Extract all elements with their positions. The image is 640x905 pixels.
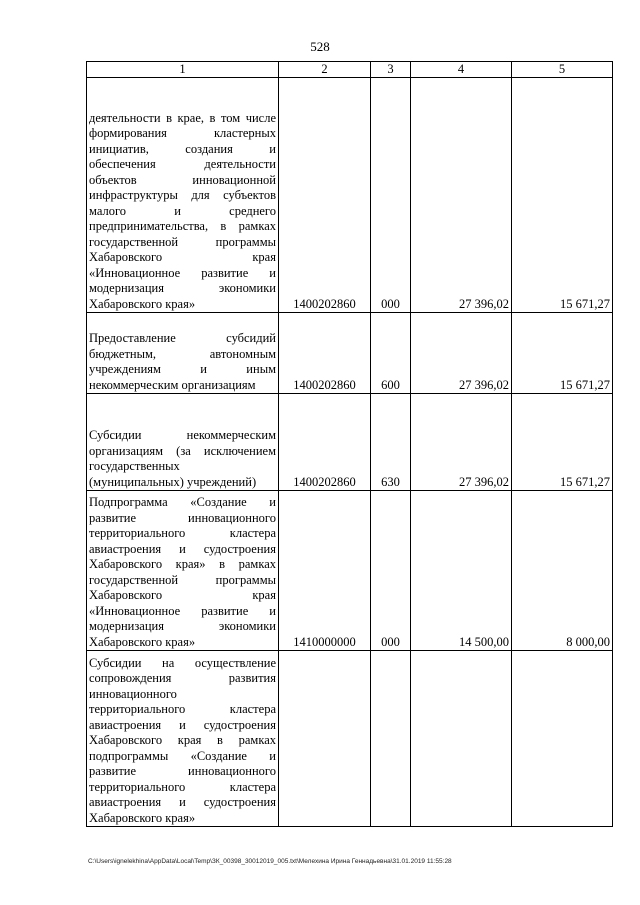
header-col-4: 4 xyxy=(411,62,512,78)
header-col-3: 3 xyxy=(371,62,411,78)
row-code: 1400202860 xyxy=(279,313,371,394)
row-code xyxy=(279,651,371,827)
row-kvr: 600 xyxy=(371,313,411,394)
row-kvr xyxy=(371,651,411,827)
row-sum-plan: 27 396,02 xyxy=(411,78,512,313)
row-kvr: 000 xyxy=(371,491,411,651)
header-col-2: 2 xyxy=(279,62,371,78)
row-name: Предоставление субсидий бюджетным, автономным учреждениям и иным некоммерческим организациям xyxy=(87,313,279,394)
header-col-1: 1 xyxy=(87,62,279,78)
table-row xyxy=(87,394,613,491)
table-row xyxy=(87,651,613,827)
row-sum-fact: 15 671,27 xyxy=(512,78,613,313)
row-kvr: 000 xyxy=(371,78,411,313)
row-name: деятельности в крае, в том числе формирования кластерных инициатив, создания и обеспечения деятельности объектов инновационной инфраструктуры для субъектов малого и среднего предпринимательства, в рамках государственной программы Хабаровского края «Инновационное развитие и модернизация экономики Хабаровского края» xyxy=(87,78,279,313)
row-name: Субсидии некоммерческим организациям (за исключением государственных (муниципальных) учреждений) xyxy=(87,394,279,491)
row-code: 1400202860 xyxy=(279,394,371,491)
table-header-row xyxy=(87,62,613,78)
row-sum-plan: 27 396,02 xyxy=(411,394,512,491)
row-name: Подпрограмма «Создание и развитие инновационного территориального кластера авиастроения и судостроения Хабаровского края» в рамках государственной программы Хабаровского края «Инновационное развитие и модернизация экономики Хабаровского края» xyxy=(87,491,279,651)
row-kvr: 630 xyxy=(371,394,411,491)
row-sum-fact: 15 671,27 xyxy=(512,394,613,491)
row-code: 1400202860 xyxy=(279,78,371,313)
row-name: Субсидии на осуществление сопровождения развития инновационного территориального кластера авиастроения и судостроения Хабаровского края в рамках подпрограммы «Создание и развитие инновационного территориального кластера авиастроения и судостроения Хабаровского края» xyxy=(87,651,279,827)
row-sum-plan: 27 396,02 xyxy=(411,313,512,394)
table-row xyxy=(87,313,613,394)
row-sum-fact: 8 000,00 xyxy=(512,491,613,651)
header-col-5: 5 xyxy=(512,62,613,78)
row-sum-plan: 14 500,00 xyxy=(411,491,512,651)
budget-table xyxy=(86,61,613,827)
row-code: 1410000000 xyxy=(279,491,371,651)
page-number: 528 xyxy=(310,39,330,54)
row-sum-fact xyxy=(512,651,613,827)
row-sum-plan xyxy=(411,651,512,827)
row-sum-fact: 15 671,27 xyxy=(512,313,613,394)
table-row xyxy=(87,491,613,651)
table-row xyxy=(87,78,613,313)
document-footer-path: C:\Users\ignelekhina\AppData\Local\Temp\ЗК_00398_30012019_005.txt\Мелехина Ирина Геннадьевна\31.01.2019 11:55:28 xyxy=(88,858,452,865)
